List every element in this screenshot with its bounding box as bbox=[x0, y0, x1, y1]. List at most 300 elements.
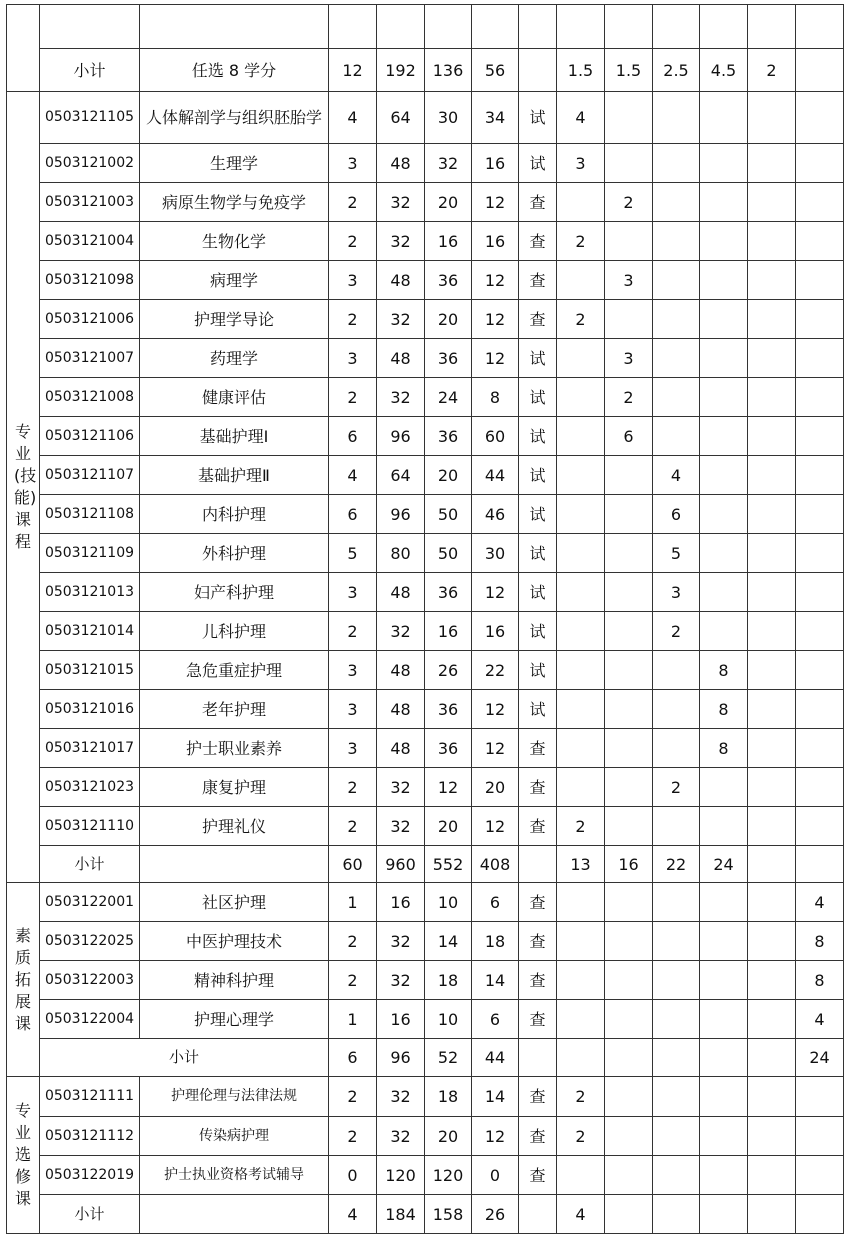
value-cell: 12 bbox=[472, 339, 519, 378]
value-cell bbox=[748, 807, 796, 846]
value-cell bbox=[700, 612, 748, 651]
value-cell bbox=[700, 1039, 748, 1077]
value-cell bbox=[748, 612, 796, 651]
course-name: 儿科护理 bbox=[140, 612, 329, 651]
value-cell: 12 bbox=[425, 768, 472, 807]
value-cell: 12 bbox=[472, 300, 519, 339]
table-row bbox=[7, 651, 844, 690]
value-cell: 16 bbox=[472, 612, 519, 651]
value-cell: 6 bbox=[472, 883, 519, 922]
value-cell bbox=[748, 690, 796, 729]
value-cell bbox=[605, 768, 653, 807]
value-cell bbox=[605, 92, 653, 144]
value-cell bbox=[796, 417, 844, 456]
value-cell: 8 bbox=[700, 729, 748, 768]
empty-cell bbox=[377, 5, 425, 49]
value-cell: 2 bbox=[329, 300, 377, 339]
value-cell: 3 bbox=[329, 729, 377, 768]
value-cell bbox=[700, 92, 748, 144]
course-code: 0503121007 bbox=[40, 339, 140, 378]
course-code: 0503121106 bbox=[40, 417, 140, 456]
value-cell bbox=[653, 92, 700, 144]
value-cell: 2 bbox=[329, 222, 377, 261]
value-cell: 16 bbox=[605, 846, 653, 883]
value-cell bbox=[748, 144, 796, 183]
value-cell: 查 bbox=[519, 222, 557, 261]
value-cell bbox=[653, 183, 700, 222]
value-cell: 5 bbox=[653, 534, 700, 573]
value-cell: 4.5 bbox=[700, 49, 748, 92]
value-cell bbox=[653, 729, 700, 768]
value-cell: 3 bbox=[329, 339, 377, 378]
value-cell: 试 bbox=[519, 651, 557, 690]
value-cell: 8 bbox=[472, 378, 519, 417]
course-code: 0503121111 bbox=[40, 1077, 140, 1117]
value-cell: 16 bbox=[472, 222, 519, 261]
value-cell bbox=[653, 378, 700, 417]
value-cell: 36 bbox=[425, 729, 472, 768]
value-cell: 32 bbox=[377, 300, 425, 339]
value-cell bbox=[605, 961, 653, 1000]
value-cell bbox=[653, 1039, 700, 1077]
empty-cell bbox=[140, 5, 329, 49]
course-code: 0503121008 bbox=[40, 378, 140, 417]
value-cell: 32 bbox=[377, 768, 425, 807]
value-cell: 12 bbox=[472, 729, 519, 768]
value-cell: 80 bbox=[377, 534, 425, 573]
value-cell: 14 bbox=[425, 922, 472, 961]
course-code: 0503121098 bbox=[40, 261, 140, 300]
value-cell: 48 bbox=[377, 729, 425, 768]
value-cell bbox=[748, 846, 796, 883]
value-cell: 查 bbox=[519, 883, 557, 922]
value-cell: 2 bbox=[329, 378, 377, 417]
empty-cell bbox=[557, 5, 605, 49]
value-cell: 10 bbox=[425, 1000, 472, 1039]
value-cell bbox=[653, 651, 700, 690]
value-cell bbox=[748, 495, 796, 534]
value-cell bbox=[653, 261, 700, 300]
course-code: 0503121004 bbox=[40, 222, 140, 261]
value-cell bbox=[796, 339, 844, 378]
value-cell: 32 bbox=[377, 1117, 425, 1156]
value-cell: 32 bbox=[377, 222, 425, 261]
value-cell bbox=[653, 417, 700, 456]
value-cell: 查 bbox=[519, 1000, 557, 1039]
subtotal-label: 小计 bbox=[40, 846, 140, 883]
value-cell bbox=[748, 651, 796, 690]
value-cell: 32 bbox=[425, 144, 472, 183]
value-cell bbox=[700, 261, 748, 300]
table-row bbox=[7, 1195, 844, 1234]
value-cell: 46 bbox=[472, 495, 519, 534]
course-name: 妇产科护理 bbox=[140, 573, 329, 612]
value-cell bbox=[700, 573, 748, 612]
value-cell bbox=[748, 300, 796, 339]
value-cell bbox=[653, 1195, 700, 1234]
value-cell: 6 bbox=[329, 417, 377, 456]
course-name: 精神科护理 bbox=[140, 961, 329, 1000]
course-name: 药理学 bbox=[140, 339, 329, 378]
empty-cell bbox=[748, 5, 796, 49]
value-cell bbox=[748, 573, 796, 612]
value-cell: 查 bbox=[519, 807, 557, 846]
value-cell: 32 bbox=[377, 922, 425, 961]
value-cell bbox=[796, 378, 844, 417]
value-cell bbox=[519, 1039, 557, 1077]
category-label: 专业(技能)课程 bbox=[14, 422, 37, 551]
value-cell: 3 bbox=[605, 261, 653, 300]
value-cell bbox=[700, 378, 748, 417]
course-code: 0503121107 bbox=[40, 456, 140, 495]
value-cell: 6 bbox=[329, 495, 377, 534]
course-name: 护理心理学 bbox=[140, 1000, 329, 1039]
value-cell bbox=[605, 495, 653, 534]
value-cell bbox=[796, 807, 844, 846]
value-cell: 12 bbox=[472, 807, 519, 846]
value-cell bbox=[653, 690, 700, 729]
course-name: 人体解剖学与组织胚胎学 bbox=[140, 92, 329, 144]
value-cell: 4 bbox=[557, 92, 605, 144]
value-cell bbox=[700, 144, 748, 183]
value-cell bbox=[557, 651, 605, 690]
value-cell: 18 bbox=[425, 1077, 472, 1117]
value-cell: 960 bbox=[377, 846, 425, 883]
value-cell bbox=[748, 729, 796, 768]
value-cell bbox=[605, 883, 653, 922]
value-cell: 44 bbox=[472, 1039, 519, 1077]
value-cell: 4 bbox=[796, 883, 844, 922]
value-cell bbox=[748, 1195, 796, 1234]
value-cell bbox=[519, 1195, 557, 1234]
value-cell: 16 bbox=[425, 612, 472, 651]
value-cell: 16 bbox=[377, 883, 425, 922]
course-code: 0503121110 bbox=[40, 807, 140, 846]
value-cell: 14 bbox=[472, 1077, 519, 1117]
value-cell: 24 bbox=[796, 1039, 844, 1077]
empty-cell bbox=[140, 1195, 329, 1234]
value-cell bbox=[557, 1039, 605, 1077]
value-cell bbox=[700, 1156, 748, 1195]
value-cell: 试 bbox=[519, 612, 557, 651]
value-cell: 2 bbox=[557, 807, 605, 846]
value-cell: 14 bbox=[472, 961, 519, 1000]
value-cell bbox=[700, 883, 748, 922]
value-cell: 30 bbox=[472, 534, 519, 573]
value-cell bbox=[605, 144, 653, 183]
value-cell bbox=[605, 922, 653, 961]
value-cell bbox=[796, 768, 844, 807]
course-code: 0503122004 bbox=[40, 1000, 140, 1039]
value-cell: 2 bbox=[329, 1077, 377, 1117]
subtotal-desc: 任选 8 学分 bbox=[140, 49, 329, 92]
table-row bbox=[7, 573, 844, 612]
course-code: 0503121023 bbox=[40, 768, 140, 807]
category-cell bbox=[7, 92, 40, 883]
value-cell: 32 bbox=[377, 378, 425, 417]
category-label: 素质拓展课 bbox=[14, 925, 31, 1033]
value-cell bbox=[700, 961, 748, 1000]
value-cell: 16 bbox=[472, 144, 519, 183]
value-cell: 60 bbox=[472, 417, 519, 456]
course-name: 急危重症护理 bbox=[140, 651, 329, 690]
value-cell: 5 bbox=[329, 534, 377, 573]
value-cell bbox=[605, 573, 653, 612]
value-cell: 48 bbox=[377, 261, 425, 300]
course-code: 0503121002 bbox=[40, 144, 140, 183]
value-cell: 16 bbox=[425, 222, 472, 261]
course-name: 外科护理 bbox=[140, 534, 329, 573]
value-cell bbox=[748, 883, 796, 922]
table-body bbox=[7, 5, 844, 1234]
course-name: 病原生物学与免疫学 bbox=[140, 183, 329, 222]
value-cell bbox=[557, 495, 605, 534]
table-row bbox=[7, 922, 844, 961]
value-cell: 12 bbox=[329, 49, 377, 92]
value-cell: 试 bbox=[519, 495, 557, 534]
value-cell bbox=[519, 846, 557, 883]
value-cell: 2 bbox=[329, 768, 377, 807]
value-cell bbox=[557, 1000, 605, 1039]
value-cell: 36 bbox=[425, 417, 472, 456]
value-cell bbox=[557, 961, 605, 1000]
value-cell: 试 bbox=[519, 534, 557, 573]
value-cell bbox=[653, 1117, 700, 1156]
course-code: 0503122001 bbox=[40, 883, 140, 922]
value-cell: 24 bbox=[425, 378, 472, 417]
table-row bbox=[7, 534, 844, 573]
value-cell: 20 bbox=[425, 183, 472, 222]
value-cell bbox=[653, 807, 700, 846]
value-cell bbox=[796, 612, 844, 651]
value-cell bbox=[557, 261, 605, 300]
value-cell: 52 bbox=[425, 1039, 472, 1077]
value-cell: 3 bbox=[605, 339, 653, 378]
value-cell: 16 bbox=[377, 1000, 425, 1039]
value-cell bbox=[653, 300, 700, 339]
value-cell bbox=[605, 456, 653, 495]
value-cell: 2 bbox=[605, 378, 653, 417]
value-cell: 12 bbox=[472, 573, 519, 612]
value-cell bbox=[748, 534, 796, 573]
empty-cell bbox=[653, 5, 700, 49]
value-cell bbox=[700, 1117, 748, 1156]
course-code: 0503121013 bbox=[40, 573, 140, 612]
value-cell bbox=[748, 92, 796, 144]
value-cell: 20 bbox=[425, 456, 472, 495]
value-cell: 3 bbox=[329, 261, 377, 300]
value-cell: 56 bbox=[472, 49, 519, 92]
value-cell: 0 bbox=[472, 1156, 519, 1195]
value-cell: 24 bbox=[700, 846, 748, 883]
value-cell: 50 bbox=[425, 534, 472, 573]
empty-cell bbox=[796, 5, 844, 49]
table-row bbox=[7, 846, 844, 883]
table-row bbox=[7, 1039, 844, 1077]
value-cell bbox=[796, 1077, 844, 1117]
value-cell bbox=[605, 729, 653, 768]
value-cell: 2 bbox=[329, 612, 377, 651]
value-cell: 3 bbox=[329, 144, 377, 183]
value-cell: 2 bbox=[557, 222, 605, 261]
value-cell bbox=[796, 495, 844, 534]
empty-cell bbox=[140, 846, 329, 883]
value-cell bbox=[796, 690, 844, 729]
value-cell bbox=[653, 144, 700, 183]
value-cell: 2 bbox=[329, 961, 377, 1000]
value-cell bbox=[557, 534, 605, 573]
value-cell: 32 bbox=[377, 807, 425, 846]
value-cell bbox=[605, 651, 653, 690]
value-cell: 12 bbox=[472, 183, 519, 222]
value-cell bbox=[557, 883, 605, 922]
value-cell bbox=[748, 961, 796, 1000]
value-cell: 120 bbox=[377, 1156, 425, 1195]
value-cell bbox=[748, 1117, 796, 1156]
value-cell bbox=[700, 495, 748, 534]
value-cell bbox=[700, 300, 748, 339]
table-row bbox=[7, 144, 844, 183]
value-cell: 18 bbox=[425, 961, 472, 1000]
value-cell: 2 bbox=[557, 1117, 605, 1156]
value-cell: 12 bbox=[472, 1117, 519, 1156]
value-cell bbox=[796, 534, 844, 573]
value-cell bbox=[653, 1000, 700, 1039]
table-row bbox=[7, 1000, 844, 1039]
table-row bbox=[7, 222, 844, 261]
value-cell bbox=[748, 183, 796, 222]
value-cell: 60 bbox=[329, 846, 377, 883]
value-cell bbox=[700, 339, 748, 378]
course-code: 0503122025 bbox=[40, 922, 140, 961]
curriculum-table bbox=[6, 4, 844, 1234]
value-cell bbox=[653, 1077, 700, 1117]
value-cell bbox=[605, 1077, 653, 1117]
value-cell: 查 bbox=[519, 1156, 557, 1195]
value-cell: 4 bbox=[329, 456, 377, 495]
table-row bbox=[7, 5, 844, 49]
value-cell: 158 bbox=[425, 1195, 472, 1234]
value-cell bbox=[748, 456, 796, 495]
value-cell: 2.5 bbox=[653, 49, 700, 92]
value-cell bbox=[557, 922, 605, 961]
course-name: 社区护理 bbox=[140, 883, 329, 922]
value-cell: 32 bbox=[377, 961, 425, 1000]
value-cell: 6 bbox=[329, 1039, 377, 1077]
value-cell bbox=[605, 300, 653, 339]
table-row bbox=[7, 1117, 844, 1156]
value-cell: 2 bbox=[605, 183, 653, 222]
course-code: 0503122019 bbox=[40, 1156, 140, 1195]
value-cell: 4 bbox=[329, 92, 377, 144]
value-cell bbox=[796, 300, 844, 339]
value-cell: 2 bbox=[748, 49, 796, 92]
empty-cell bbox=[700, 5, 748, 49]
value-cell: 4 bbox=[653, 456, 700, 495]
value-cell bbox=[700, 807, 748, 846]
value-cell bbox=[557, 456, 605, 495]
value-cell bbox=[700, 768, 748, 807]
value-cell: 1.5 bbox=[557, 49, 605, 92]
value-cell bbox=[796, 456, 844, 495]
value-cell: 12 bbox=[472, 261, 519, 300]
value-cell bbox=[557, 573, 605, 612]
value-cell: 试 bbox=[519, 456, 557, 495]
value-cell bbox=[700, 222, 748, 261]
value-cell bbox=[748, 1039, 796, 1077]
value-cell: 96 bbox=[377, 417, 425, 456]
value-cell bbox=[605, 1039, 653, 1077]
value-cell: 408 bbox=[472, 846, 519, 883]
value-cell bbox=[748, 922, 796, 961]
value-cell bbox=[557, 183, 605, 222]
table-row bbox=[7, 1077, 844, 1117]
course-code: 0503121108 bbox=[40, 495, 140, 534]
value-cell bbox=[653, 883, 700, 922]
course-name: 中医护理技术 bbox=[140, 922, 329, 961]
value-cell: 120 bbox=[425, 1156, 472, 1195]
value-cell bbox=[557, 729, 605, 768]
course-code: 0503121015 bbox=[40, 651, 140, 690]
table-row bbox=[7, 690, 844, 729]
value-cell bbox=[748, 378, 796, 417]
course-code: 0503122003 bbox=[40, 961, 140, 1000]
table-row bbox=[7, 729, 844, 768]
value-cell bbox=[557, 339, 605, 378]
value-cell bbox=[557, 768, 605, 807]
value-cell bbox=[748, 1000, 796, 1039]
table-row bbox=[7, 961, 844, 1000]
empty-cell bbox=[605, 5, 653, 49]
course-name: 康复护理 bbox=[140, 768, 329, 807]
value-cell: 4 bbox=[557, 1195, 605, 1234]
value-cell: 4 bbox=[796, 1000, 844, 1039]
value-cell bbox=[700, 1195, 748, 1234]
value-cell: 32 bbox=[377, 183, 425, 222]
course-code: 0503121112 bbox=[40, 1117, 140, 1156]
value-cell: 10 bbox=[425, 883, 472, 922]
table-row bbox=[7, 92, 844, 144]
value-cell bbox=[796, 729, 844, 768]
value-cell: 44 bbox=[472, 456, 519, 495]
table-row bbox=[7, 807, 844, 846]
value-cell bbox=[700, 1077, 748, 1117]
empty-cell bbox=[40, 5, 140, 49]
value-cell: 查 bbox=[519, 183, 557, 222]
value-cell: 20 bbox=[425, 807, 472, 846]
value-cell: 3 bbox=[329, 573, 377, 612]
value-cell bbox=[796, 651, 844, 690]
value-cell bbox=[796, 846, 844, 883]
course-name: 护士执业资格考试辅导 bbox=[140, 1156, 329, 1195]
value-cell bbox=[700, 417, 748, 456]
value-cell: 查 bbox=[519, 729, 557, 768]
table-row bbox=[7, 883, 844, 922]
value-cell: 8 bbox=[700, 690, 748, 729]
table-row bbox=[7, 261, 844, 300]
value-cell bbox=[519, 49, 557, 92]
value-cell bbox=[605, 807, 653, 846]
value-cell bbox=[653, 922, 700, 961]
value-cell bbox=[557, 690, 605, 729]
value-cell: 48 bbox=[377, 144, 425, 183]
table-row bbox=[7, 49, 844, 92]
value-cell: 32 bbox=[377, 1077, 425, 1117]
value-cell bbox=[605, 690, 653, 729]
course-code: 0503121016 bbox=[40, 690, 140, 729]
value-cell bbox=[605, 1195, 653, 1234]
table-row bbox=[7, 612, 844, 651]
